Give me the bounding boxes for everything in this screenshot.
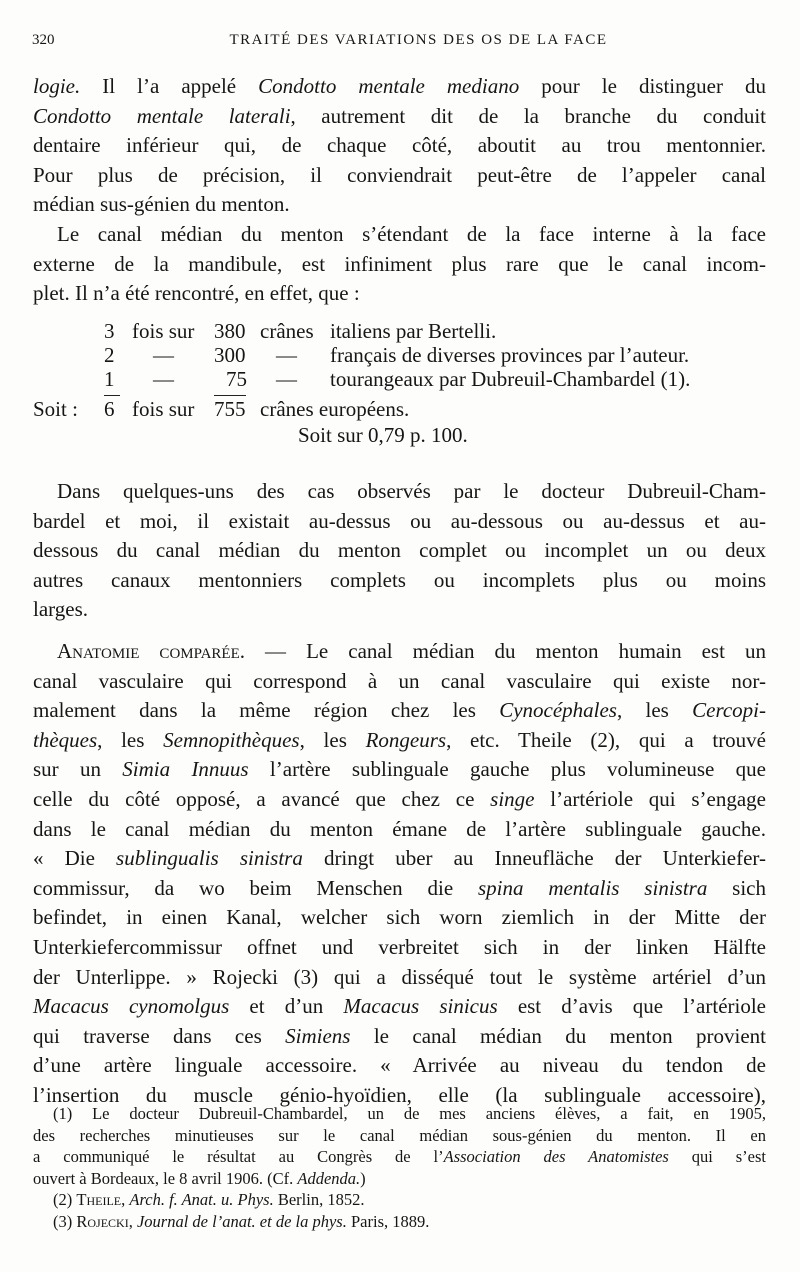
text-line: dans le canal médian du menton émane de l’artère sublinguale gauche. (33, 816, 766, 841)
text-line: Macacus cynomolgus et d’un Macacus sinicus est d’avis que l’artériole (33, 994, 767, 1019)
text-line: Anatomie comparée. — Le canal médian du menton humain est un (57, 639, 766, 663)
row-desc: tourangeaux par Dubreuil-Chambardel (1). (330, 367, 691, 391)
sum-total: 755 (214, 397, 246, 421)
text-line: plet. Il n’a été rencontré, en effet, que : (33, 281, 360, 306)
sum-count: 6 (104, 397, 115, 421)
ratio-line: Soit sur 0,79 p. 100. (298, 423, 468, 447)
sum-label: Soit : (33, 397, 78, 421)
text-line: Unterkiefercommissur offnet und verbreitet sich in der linken Hälfte (33, 934, 766, 959)
text-line: celle du côté opposé, a avancé que chez ce singe l’artériole qui s’engage (33, 786, 766, 811)
text-line: qui traverse dans ces Simiens le canal médian du menton provient (33, 1023, 766, 1048)
text-line: logie. Il l’a appelé Condotto mentale mediano pour le distinguer du (33, 74, 766, 98)
text-line: bardel et moi, il existait au-dessus ou au-dessous ou au-dessus et au- (33, 508, 766, 533)
text-line: commissur, da wo beim Menschen die spina mentalis sinistra sich (33, 875, 766, 900)
footnotes (33, 1103, 766, 1232)
text-line: « Die sublingualis sinistra dringt uber au Inneufläche der Unterkiefer- (33, 846, 767, 871)
paragraph-comparative-anatomy (33, 637, 766, 1111)
row-total: 300 (214, 343, 246, 367)
row-total: 75 (226, 367, 247, 391)
row-count: 3 (104, 319, 115, 343)
row-sep: — (276, 343, 297, 367)
row-count: 1 (104, 367, 115, 391)
footnote-2: (2) Theile, Arch. f. Anat. u. Phys. Berlin, 1852. (53, 1190, 365, 1209)
row-sep: — (153, 367, 174, 391)
text-line: canal vasculaire qui correspond à un canal vasculaire qui existe nor- (33, 668, 766, 693)
running-title: TRAITÉ DES VARIATIONS DES OS DE LA FACE (229, 32, 608, 48)
text-line: dessous du canal médian du menton complet ou incomplet un ou deux (33, 538, 766, 563)
text-line: autres canaux mentonniers complets ou incomplets plus ou moins (33, 567, 766, 592)
row-sep: fois sur (132, 319, 195, 343)
section-heading: Anatomie comparée. (57, 639, 245, 663)
text-line: l’insertion du muscle génio-hyoïdien, elle (la sublinguale accessoire), (33, 1082, 766, 1107)
text-line: sur un Simia Innuus l’artère sublinguale gauche plus volumineuse que (33, 757, 766, 782)
footnote-1-line: a communiqué le résultat au Congrès de l’Association des Anatomistes qui s’est (33, 1147, 766, 1166)
footnote-3: (3) Rojecki, Journal de l’anat. et de la phys. Paris, 1889. (53, 1211, 430, 1231)
text-line: malement dans la même région chez les Cynocéphales, les Cercopi- (33, 698, 767, 723)
page-number: 320 (32, 32, 55, 48)
sum-rule (104, 395, 120, 396)
footnote-1-line: des recherches minutieuses sur le canal médian sous-génien du menton. Il en (33, 1125, 766, 1145)
sum-desc: crânes européens. (260, 397, 410, 421)
text-line: Pour plus de précision, il conviendrait peut-être de l’appeler canal (33, 162, 766, 187)
row-sep: crânes (260, 319, 314, 343)
sum-sep: fois sur (132, 397, 195, 421)
paragraph-additional-canals (33, 477, 766, 625)
sum-rule (214, 395, 246, 396)
text-line: der Unterlippe. » Rojecki (3) qui a disséqué tout le système artériel d’un (33, 964, 766, 989)
text-line: d’une artère linguale accessoire. « Arrivée au niveau du tendon de (33, 1053, 766, 1078)
text-line: externe de la mandibule, est infiniment plus rare que le canal incom- (33, 251, 766, 276)
text-line: médian sus-génien du menton. (33, 192, 290, 217)
text-line: dentaire inférieur qui, de chaque côté, aboutit au trou mentonnier. (33, 133, 766, 158)
text-line: Dans quelques-uns des cas observés par le docteur Dubreuil-Cham- (57, 479, 766, 503)
text-line: Le canal médian du menton s’étendant de la face interne à la face (57, 222, 766, 246)
row-desc: français de diverses provinces par l’auteur. (330, 343, 690, 367)
row-sep: — (153, 343, 174, 367)
row-desc: italiens par Bertelli. (330, 319, 497, 343)
row-total: 380 (214, 319, 246, 343)
text-line: larges. (33, 597, 89, 622)
text-line: Condotto mentale laterali, autrement dit de la branche du conduit (33, 103, 766, 128)
text-line: thèques, les Semnopithèques, les Rongeurs, etc. Theile (2), qui a trouvé (33, 727, 767, 752)
text-line: befindet, in einen Kanal, welcher sich worn ziemlich in der Mitte der (33, 905, 766, 930)
footnote-1-line: ouvert à Bordeaux, le 8 avril 1906. (Cf. Addenda.) (33, 1168, 366, 1188)
footnote-1: (1) Le docteur Dubreuil-Chambardel, un de mes anciens élèves, a fait, en 1905, (53, 1104, 766, 1123)
row-count: 2 (104, 343, 115, 367)
row-sep: — (276, 367, 297, 391)
